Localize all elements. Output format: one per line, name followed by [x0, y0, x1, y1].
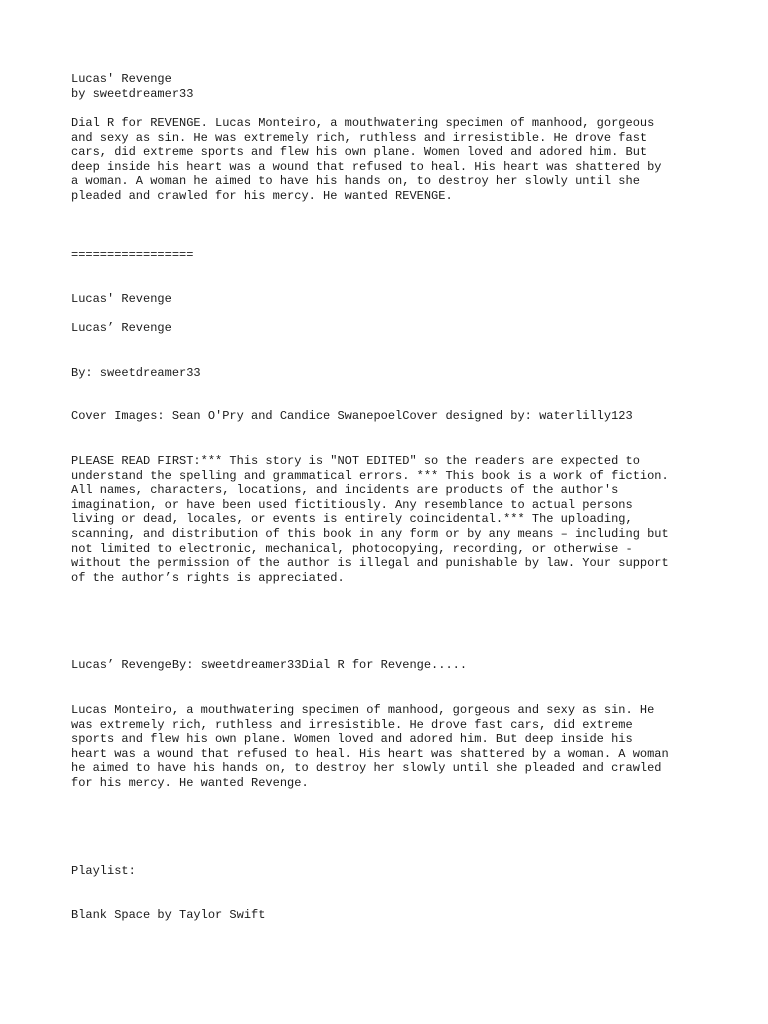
- playlist-item: Blank Space by Taylor Swift: [71, 908, 266, 922]
- playlist-label: Playlist:: [71, 864, 136, 878]
- blurb-paragraph: Dial R for REVENGE. Lucas Monteiro, a mouthwatering specimen of manhood, gorgeous and sexy as sin. He was extremely rich, ruthless and irresistible. He drove fast cars, did extreme sports and flew his own plane. Women loved and adored him. But deep inside his heart was a wound that refused to heal. His heart was shattered by a woman. A woman he aimed to have his hands on, to destroy her slowly until she pleaded and crawled for his mercy. He wanted REVENGE.: [71, 116, 662, 203]
- disclaimer-paragraph: PLEASE READ FIRST:*** This story is "NOT EDITED" so the readers are expected to understand the spelling and grammatical errors. *** This book is a work of fiction. All names, characters, locations, and incidents are products of the author's imagination, or have been used fictitiously. Any resemblance to actual persons living or dead, locales, or events is entirely coincidental.*** The uploading, scanning, and distribution of this book in any form or by any means – including but not limited to electronic, mechanical, photocopying, recording, or otherwise - without the permission of the author is illegal and punishable by law. Your support of the author’s rights is appreciated.: [71, 454, 669, 585]
- byline: By: sweetdreamer33: [71, 366, 201, 380]
- separator: =================: [71, 248, 194, 262]
- heading-2: Lucas’ Revenge: [71, 321, 172, 335]
- cover-credits: Cover Images: Sean O'Pry and Candice SwanepoelCover designed by: waterlilly123: [71, 409, 633, 423]
- synopsis-paragraph: Lucas Monteiro, a mouthwatering specimen of manhood, gorgeous and sexy as sin. He was extremely rich, ruthless and irresistible. He drove fast cars, did extreme sports and flew his own plane. Women loved and adored him. But deep inside his heart was a wound that refused to heal. His heart was shattered by a woman. A woman he aimed to have his hands on, to destroy her slowly until she pleaded and crawled for his mercy. He wanted Revenge.: [71, 703, 669, 790]
- title-block: Lucas' Revenge by sweetdreamer33: [71, 72, 194, 101]
- heading-1: Lucas' Revenge: [71, 292, 172, 306]
- title-line: Lucas’ RevengeBy: sweetdreamer33Dial R for Revenge.....: [71, 658, 468, 672]
